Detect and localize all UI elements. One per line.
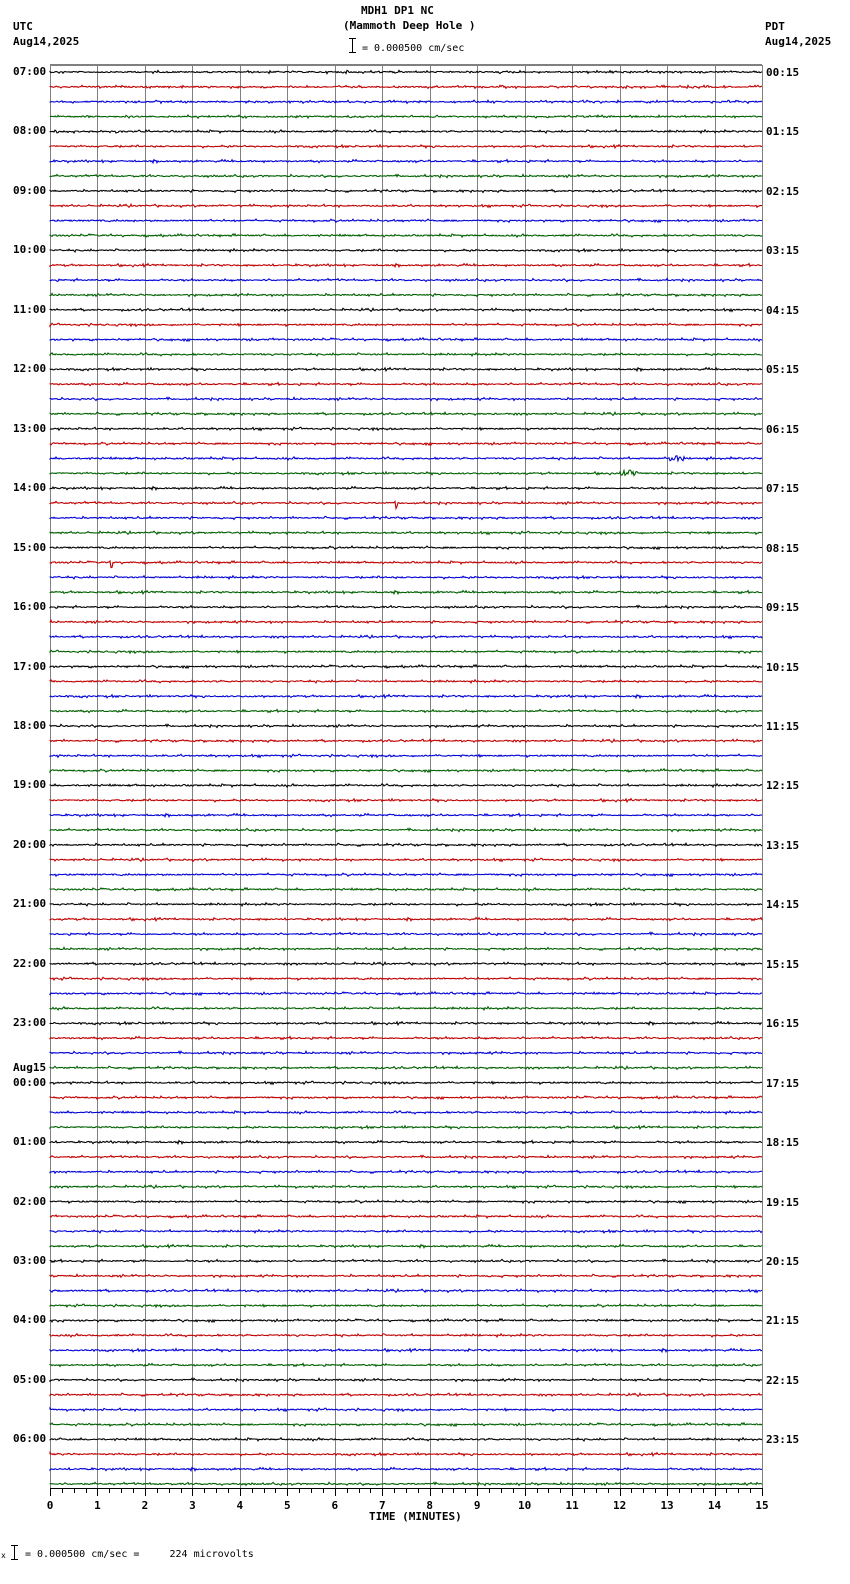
x-tick-label: 4 bbox=[236, 1499, 244, 1512]
seismic-trace bbox=[50, 501, 762, 508]
footer-scale-bar-icon bbox=[11, 1545, 18, 1560]
seismic-trace bbox=[50, 293, 762, 296]
seismic-trace bbox=[50, 992, 762, 995]
seismic-trace bbox=[50, 1037, 762, 1040]
seismic-trace bbox=[50, 204, 762, 207]
seismic-trace bbox=[50, 145, 762, 148]
seismic-trace bbox=[50, 1468, 762, 1471]
seismic-trace bbox=[50, 1259, 762, 1262]
utc-hour-label: 11:00 bbox=[13, 302, 47, 316]
seismic-trace bbox=[50, 561, 762, 568]
seismic-trace bbox=[50, 115, 762, 118]
x-tick-label: 1 bbox=[94, 1499, 101, 1512]
seismic-trace bbox=[50, 100, 762, 103]
utc-hour-label: 03:00 bbox=[13, 1254, 47, 1267]
seismic-trace bbox=[50, 1141, 762, 1144]
seismic-trace bbox=[50, 160, 762, 163]
seismic-trace bbox=[50, 635, 762, 638]
utc-hour-label: 02:00 bbox=[13, 1194, 47, 1208]
seismic-trace bbox=[50, 1111, 762, 1114]
pdt-hour-label: 17:15 bbox=[766, 1076, 800, 1090]
seismic-trace bbox=[50, 442, 762, 445]
seismic-trace bbox=[50, 1334, 762, 1337]
utc-hour-label: 08:00 bbox=[13, 124, 47, 138]
utc-hour-label: 14:00 bbox=[13, 481, 47, 495]
pdt-hour-label: 06:15 bbox=[766, 422, 800, 436]
seismic-trace bbox=[50, 695, 762, 698]
seismic-trace bbox=[50, 368, 762, 371]
seismic-trace bbox=[50, 962, 762, 965]
pdt-hour-label: 02:15 bbox=[766, 184, 800, 198]
right-timezone: PDT bbox=[765, 20, 785, 33]
x-tick-label: 8 bbox=[426, 1499, 434, 1512]
pdt-hour-label: 21:15 bbox=[766, 1314, 800, 1328]
x-tick-label: 6 bbox=[331, 1499, 339, 1512]
x-tick-label: 7 bbox=[378, 1499, 386, 1512]
x-tick-label: 5 bbox=[284, 1499, 291, 1512]
seismic-trace bbox=[50, 1349, 762, 1352]
seismic-trace bbox=[50, 1289, 762, 1292]
seismic-trace bbox=[50, 234, 762, 237]
seismic-trace bbox=[50, 606, 762, 609]
seismic-trace bbox=[50, 456, 762, 461]
seismic-trace bbox=[50, 1274, 762, 1277]
seismic-trace bbox=[50, 470, 762, 476]
station-location: (Mammoth Deep Hole ) bbox=[343, 19, 476, 32]
seismic-trace bbox=[50, 427, 762, 430]
seismic-trace bbox=[50, 1423, 762, 1426]
seismic-trace bbox=[50, 1215, 762, 1218]
seismic-trace bbox=[50, 769, 762, 772]
pdt-hour-label: 18:15 bbox=[766, 1136, 800, 1150]
pdt-hour-label: 22:15 bbox=[766, 1373, 800, 1387]
seismic-trace bbox=[50, 219, 762, 222]
seismic-trace bbox=[50, 70, 762, 73]
utc-hour-label: 10:00 bbox=[13, 243, 47, 257]
utc-hour-label: 18:00 bbox=[13, 718, 47, 732]
seismic-trace bbox=[50, 680, 762, 683]
x-tick-label: 9 bbox=[473, 1499, 481, 1512]
seismic-trace bbox=[50, 1155, 762, 1158]
seismic-trace bbox=[50, 1245, 762, 1248]
utc-hour-label: 20:00 bbox=[13, 837, 47, 851]
seismic-trace bbox=[50, 531, 762, 534]
seismic-trace bbox=[50, 189, 762, 192]
x-tick-label: 10 bbox=[518, 1499, 532, 1512]
seismic-trace bbox=[50, 487, 762, 490]
x-axis-label: TIME (MINUTES) bbox=[369, 1510, 462, 1523]
scale-label: = 0.000500 cm/sec bbox=[362, 43, 465, 54]
pdt-hour-label: 07:15 bbox=[766, 482, 800, 496]
seismic-trace bbox=[50, 665, 762, 668]
seismic-trace bbox=[50, 85, 762, 88]
seismic-trace bbox=[50, 397, 762, 400]
utc-hour-label: 05:00 bbox=[13, 1372, 47, 1386]
utc-hour-label: 15:00 bbox=[13, 540, 47, 554]
pdt-hour-label: 03:15 bbox=[766, 244, 800, 258]
seismic-trace bbox=[50, 546, 762, 549]
utc-hour-label: 01:00 bbox=[13, 1135, 47, 1149]
footer-scale-note: = 0.000500 cm/sec = 224 microvolts bbox=[25, 1549, 254, 1560]
pdt-hour-label: 00:15 bbox=[766, 66, 800, 79]
seismic-trace bbox=[50, 279, 762, 282]
seismic-trace bbox=[50, 947, 762, 950]
seismic-trace bbox=[50, 264, 762, 267]
seismic-trace bbox=[50, 353, 762, 356]
seismic-trace bbox=[50, 1066, 762, 1069]
seismic-trace bbox=[50, 1185, 762, 1188]
pdt-hour-label: 10:15 bbox=[766, 660, 800, 674]
seismic-trace bbox=[50, 1022, 762, 1025]
seismic-trace bbox=[50, 620, 762, 623]
seismic-trace bbox=[50, 1051, 762, 1054]
x-tick-label: 0 bbox=[46, 1499, 54, 1512]
pdt-hour-label: 15:15 bbox=[766, 957, 800, 971]
seismic-trace bbox=[50, 249, 762, 252]
utc-hour-label: 22:00 bbox=[13, 956, 47, 970]
pdt-hour-label: 11:15 bbox=[766, 719, 800, 733]
seismic-trace bbox=[50, 1230, 762, 1233]
seismic-trace bbox=[50, 1096, 762, 1099]
x-tick-label: 11 bbox=[565, 1499, 579, 1512]
seismic-trace bbox=[50, 918, 762, 921]
seismic-trace bbox=[50, 338, 762, 341]
pdt-hour-label: 23:15 bbox=[766, 1433, 800, 1447]
seismic-trace bbox=[50, 977, 762, 980]
pdt-hour-label: 04:15 bbox=[766, 303, 800, 317]
seismic-trace bbox=[50, 724, 762, 727]
seismic-trace bbox=[50, 932, 762, 935]
utc-hour-label: 06:00 bbox=[13, 1432, 47, 1446]
pdt-hour-label: 14:15 bbox=[766, 898, 800, 912]
utc-hour-label: 04:00 bbox=[13, 1313, 47, 1327]
seismic-trace bbox=[50, 1378, 762, 1381]
seismic-trace bbox=[50, 323, 762, 326]
seismic-trace bbox=[50, 130, 762, 133]
seismic-trace bbox=[50, 308, 762, 311]
utc-hour-label: 13:00 bbox=[13, 421, 47, 435]
seismic-trace bbox=[50, 1170, 762, 1173]
x-tick-label: 13 bbox=[660, 1499, 674, 1512]
seismic-trace bbox=[50, 1304, 762, 1307]
right-date: Aug14,2025 bbox=[765, 35, 832, 48]
seismic-trace bbox=[50, 576, 762, 579]
seismic-trace bbox=[50, 412, 762, 415]
pdt-hour-label: 12:15 bbox=[766, 779, 800, 793]
date-change-label: Aug15 bbox=[13, 1060, 47, 1074]
seismic-trace bbox=[50, 858, 762, 861]
seismic-trace bbox=[50, 383, 762, 386]
pdt-hour-label: 05:15 bbox=[766, 363, 800, 377]
utc-hour-label: 00:00 bbox=[13, 1075, 47, 1089]
seismic-trace bbox=[50, 1319, 762, 1322]
seismic-trace bbox=[50, 1438, 762, 1441]
utc-hour-label: 09:00 bbox=[13, 183, 47, 197]
x-tick-label: 3 bbox=[189, 1499, 196, 1512]
x-tick-label: 14 bbox=[707, 1499, 722, 1512]
seismic-trace bbox=[50, 903, 762, 906]
pdt-hour-label: 08:15 bbox=[766, 541, 800, 555]
utc-hour-label: 16:00 bbox=[13, 600, 47, 614]
seismic-trace bbox=[50, 873, 762, 876]
seismic-trace bbox=[50, 828, 762, 831]
utc-hour-label: 21:00 bbox=[13, 897, 47, 911]
pdt-hour-label: 01:15 bbox=[766, 125, 800, 139]
pdt-hour-label: 13:15 bbox=[766, 838, 800, 852]
station-title: MDH1 DP1 NC bbox=[361, 4, 434, 17]
seismic-trace bbox=[50, 591, 762, 594]
seismic-trace bbox=[50, 784, 762, 787]
seismic-trace bbox=[50, 710, 762, 713]
left-timezone: UTC bbox=[13, 20, 33, 33]
seismic-trace bbox=[50, 1408, 762, 1411]
seismic-trace bbox=[50, 1453, 762, 1456]
x-tick-label: 2 bbox=[141, 1499, 149, 1512]
pdt-hour-label: 16:15 bbox=[766, 1017, 800, 1031]
pdt-hour-label: 20:15 bbox=[766, 1255, 800, 1268]
seismic-trace bbox=[50, 843, 762, 846]
x-tick-label: 12 bbox=[612, 1499, 627, 1512]
seismic-trace bbox=[50, 1363, 762, 1366]
seismic-trace bbox=[50, 888, 762, 891]
left-date: Aug14,2025 bbox=[13, 35, 80, 48]
utc-hour-label: 12:00 bbox=[13, 362, 47, 376]
seismic-trace bbox=[50, 1081, 762, 1084]
seismic-trace bbox=[50, 814, 762, 817]
footer-marker: x bbox=[1, 1551, 6, 1560]
seismic-trace bbox=[50, 754, 762, 757]
seismic-trace bbox=[50, 516, 762, 519]
pdt-hour-label: 09:15 bbox=[766, 601, 800, 615]
utc-hour-label: 07:00 bbox=[13, 65, 47, 78]
seismic-trace bbox=[50, 799, 762, 802]
seismic-trace bbox=[50, 1126, 762, 1129]
x-tick-label: 15 bbox=[755, 1499, 769, 1512]
pdt-hour-label: 19:15 bbox=[766, 1195, 800, 1209]
seismic-trace bbox=[50, 1200, 762, 1203]
utc-hour-label: 23:00 bbox=[13, 1016, 47, 1030]
seismic-trace bbox=[50, 1007, 762, 1010]
utc-hour-label: 19:00 bbox=[13, 778, 47, 792]
seismic-trace bbox=[50, 739, 762, 742]
seismic-trace bbox=[50, 175, 762, 178]
seismic-trace bbox=[50, 1482, 762, 1485]
seismic-trace bbox=[50, 1393, 762, 1396]
seismic-trace bbox=[50, 650, 762, 653]
utc-hour-label: 17:00 bbox=[13, 659, 47, 673]
